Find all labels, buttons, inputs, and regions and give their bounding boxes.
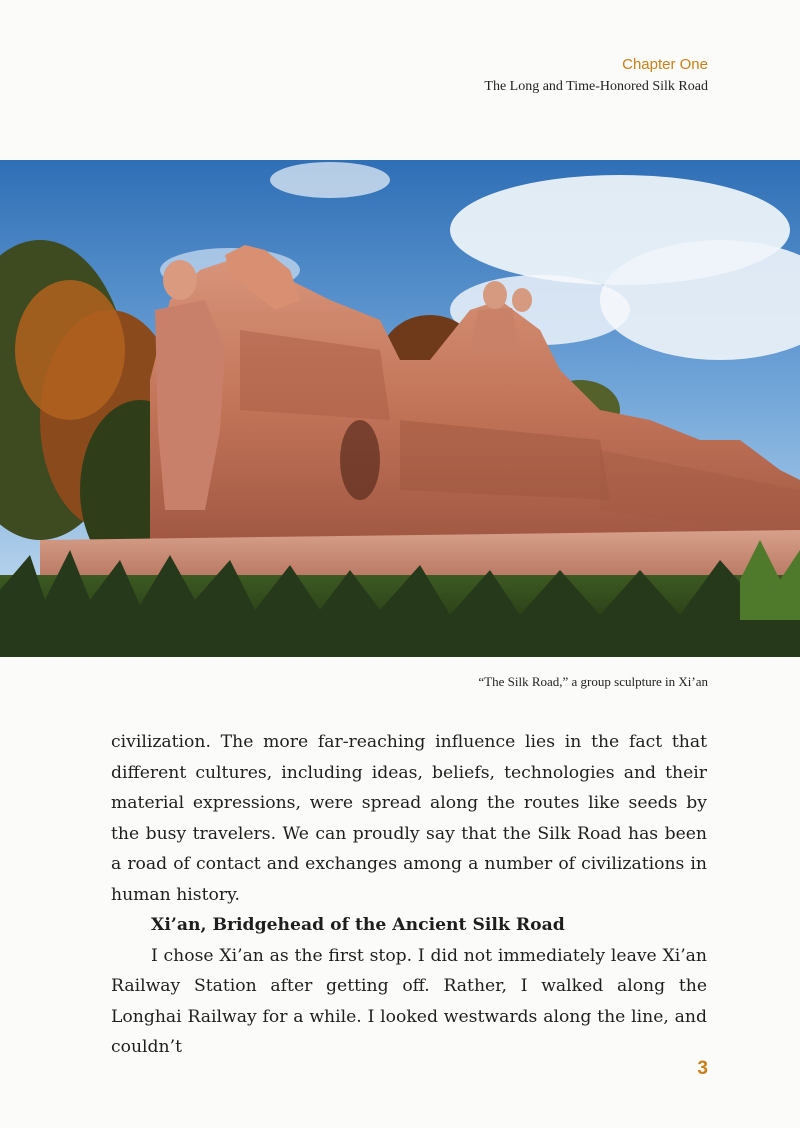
silk-road-sculpture-photo [0, 160, 800, 657]
figure-caption: “The Silk Road,” a group sculpture in Xi’an [478, 674, 708, 689]
paragraph-1: civilization. The more far-reaching influence lies in the fact that different cultures, including ideas, beliefs, technologies and their material expressions, were spread along the routes like seeds by the busy travelers. We can proudly say that the Silk Road has been a road of contact and exchanges among a number of civilizations in human history. [111, 732, 707, 905]
section-heading: Xi’an, Bridgehead of the Ancient Silk Road [151, 915, 565, 935]
chapter-label: Chapter One [622, 56, 708, 73]
page-number: 3 [697, 1058, 708, 1079]
paragraph-2: I chose Xi’an as the first stop. I did not immediately leave Xi’an Railway Station after getting off. Rather, I walked along the Longhai Railway for a while. I looked westwards along the line, and couldn’t [111, 945, 707, 1057]
chapter-title: The Long and Time-Honored Silk Road [484, 79, 708, 94]
body-text [111, 727, 707, 1063]
running-head [484, 56, 708, 95]
